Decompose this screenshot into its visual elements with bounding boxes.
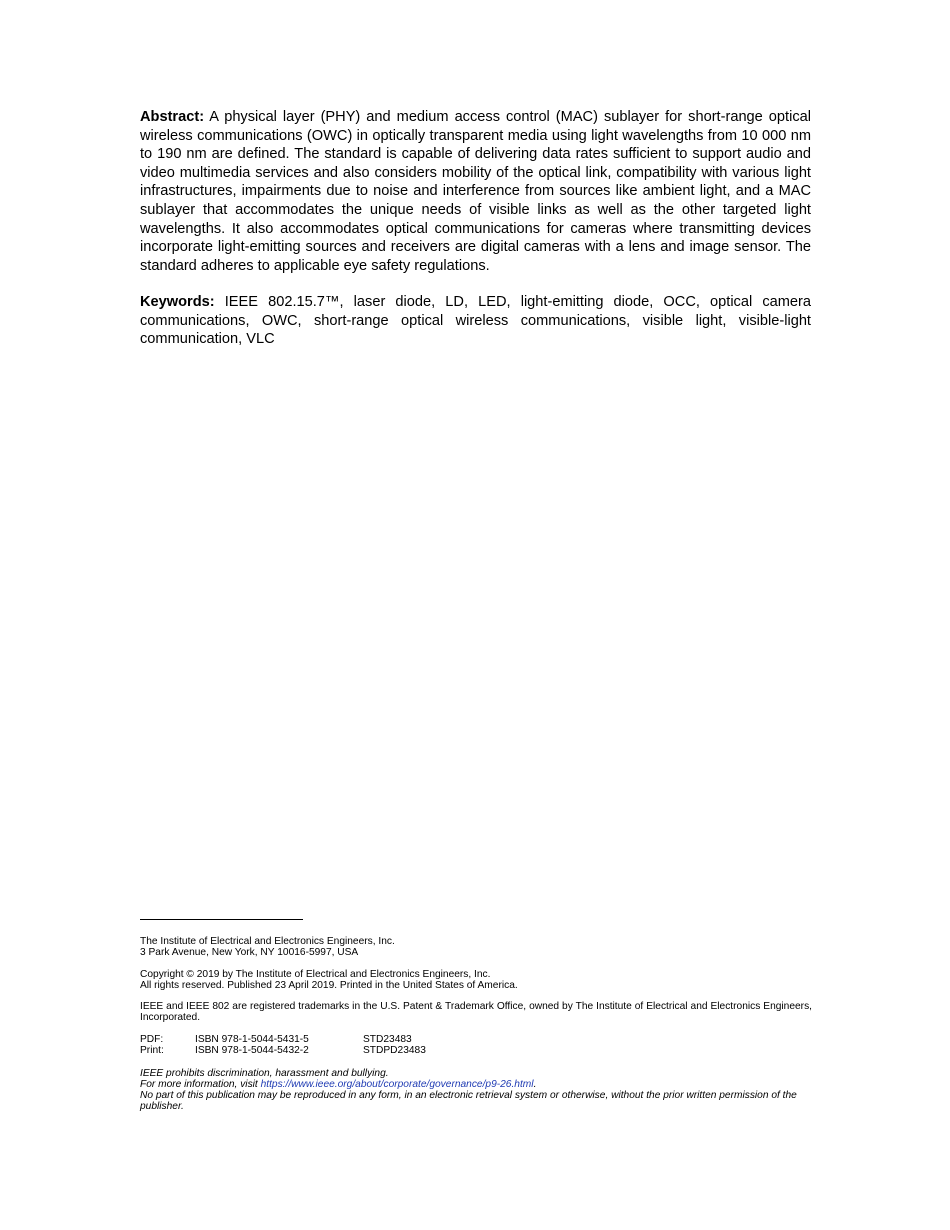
isbn-row-pdf xyxy=(140,1034,426,1045)
keywords-text: IEEE 802.15.7™, laser diode, LD, LED, light-emitting diode, OCC, optical camera communications, OWC, short-range optical wireless communications, visible light, visible-light communication, VLC xyxy=(140,294,811,348)
copyright-line: Copyright © 2019 by The Institute of Electrical and Electronics Engineers, Inc. xyxy=(140,969,491,980)
isbn-format: Print: xyxy=(140,1045,164,1056)
abstract-paragraph xyxy=(140,108,811,275)
isbn-table xyxy=(140,1034,426,1056)
isbn-code: STD23483 xyxy=(363,1034,412,1045)
abstract-text: A physical layer (PHY) and medium access control (MAC) sublayer for short-range optical wireless communications (OWC) in optically transparent media using light wavelengths from 10 000 nm to 190 nm are defined. The standard is capable of delivering data rates sufficient to support audio and video multimedia services and also considers mobility of the optical link, compatibility with various light infrastructures, impairments due to noise and interference from sources like ambient light, and a MAC sublayer that accommodates the unique needs of visible links as well as the other targeted light wavelengths. It also accommodates optical communications for cameras where transmitting devices incorporate light-emitting sources and receivers are digital cameras with a lens and image sensor. The standard adheres to applicable eye safety regulations. xyxy=(140,109,811,274)
info-suffix: . xyxy=(533,1079,537,1090)
isbn-number: ISBN 978-1-5044-5431-5 xyxy=(195,1034,309,1045)
institute-name: The Institute of Electrical and Electronics Engineers, Inc. xyxy=(140,936,395,947)
harassment-notice: IEEE prohibits discrimination, harassment and bullying. xyxy=(140,1068,389,1079)
trademark-notice: IEEE and IEEE 802 are registered trademarks in the U.S. Patent & Trademark Office, owned by The Institute of Electrical and Electronics Engineers, Incorporated. xyxy=(140,1001,812,1023)
institute-address: 3 Park Avenue, New York, NY 10016-5997, USA xyxy=(140,947,359,958)
keywords-paragraph xyxy=(140,293,811,349)
abstract-label: Abstract: xyxy=(140,109,205,125)
reproduction-notice: No part of this publication may be reproduced in any form, in an electronic retrieval system or otherwise, without the prior written permission of the publisher. xyxy=(140,1090,797,1112)
rights-line: All rights reserved. Published 23 April 2019. Printed in the United States of America. xyxy=(140,980,518,991)
institute-block xyxy=(140,936,812,958)
footnote-divider xyxy=(140,919,303,920)
isbn-format: PDF: xyxy=(140,1034,164,1045)
isbn-number: ISBN 978-1-5044-5432-2 xyxy=(195,1045,309,1056)
copyright-block xyxy=(140,969,812,991)
legal-notice xyxy=(140,1068,812,1112)
isbn-row-print xyxy=(140,1045,426,1056)
policy-link[interactable]: https://www.ieee.org/about/corporate/governance/p9-26.html xyxy=(260,1079,534,1090)
info-prefix: For more information, visit xyxy=(140,1079,261,1090)
isbn-code: STDPD23483 xyxy=(363,1045,426,1056)
keywords-label: Keywords: xyxy=(140,294,215,310)
